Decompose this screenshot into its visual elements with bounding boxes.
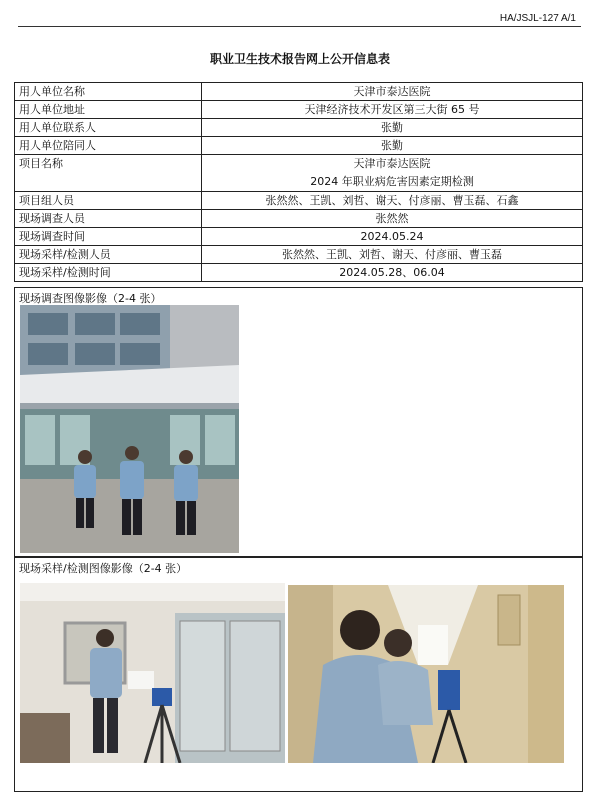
row-label: 现场采样/检测时间 xyxy=(15,264,202,282)
table-row xyxy=(15,192,583,210)
row-label: 现场调查时间 xyxy=(15,228,202,246)
row-value: 张勤 xyxy=(202,137,583,155)
row-value: 2024.05.28、06.04 xyxy=(202,264,583,282)
project-name-line1: 天津市泰达医院 xyxy=(353,157,431,170)
row-label: 项目名称 xyxy=(15,155,202,192)
table-row xyxy=(15,155,583,192)
row-label: 现场调查人员 xyxy=(15,210,202,228)
table-row xyxy=(15,210,583,228)
row-value: 2024.05.24 xyxy=(202,228,583,246)
row-label: 用人单位陪同人 xyxy=(15,137,202,155)
sampling-photo-caption: 现场采样/检测图像影像（2-4 张） xyxy=(19,562,188,575)
table-row xyxy=(15,228,583,246)
info-table xyxy=(14,82,583,282)
row-label: 用人单位名称 xyxy=(15,83,202,101)
row-label: 用人单位联系人 xyxy=(15,119,202,137)
table-row xyxy=(15,246,583,264)
survey-photo xyxy=(20,305,239,553)
table-row xyxy=(15,264,583,282)
document-code: HA/JSJL-127 A/1 xyxy=(499,13,576,24)
row-label: 现场采样/检测人员 xyxy=(15,246,202,264)
row-value: 天津经济技术开发区第三大街 65 号 xyxy=(202,101,583,119)
table-row xyxy=(15,119,583,137)
row-value: 张勤 xyxy=(202,119,583,137)
row-value: 张然然、王凯、刘哲、谢天、付彦丽、曹玉磊 xyxy=(202,246,583,264)
row-value xyxy=(202,155,583,192)
project-name-line2: 2024 年职业病危害因素定期检测 xyxy=(310,175,474,188)
row-value: 张然然 xyxy=(202,210,583,228)
survey-photo-caption: 现场调查图像影像（2-4 张） xyxy=(19,292,162,305)
header-rule xyxy=(18,26,581,27)
row-value: 张然然、王凯、刘哲、谢天、付彦丽、曹玉磊、石鑫 xyxy=(202,192,583,210)
row-value: 天津市泰达医院 xyxy=(202,83,583,101)
table-row xyxy=(15,101,583,119)
row-label: 用人单位地址 xyxy=(15,101,202,119)
sampling-photo-right xyxy=(288,585,564,763)
table-row xyxy=(15,83,583,101)
table-row xyxy=(15,137,583,155)
page-title: 职业卫生技术报告网上公开信息表 xyxy=(209,52,390,66)
row-label: 项目组人员 xyxy=(15,192,202,210)
sampling-photo-left xyxy=(20,583,285,763)
